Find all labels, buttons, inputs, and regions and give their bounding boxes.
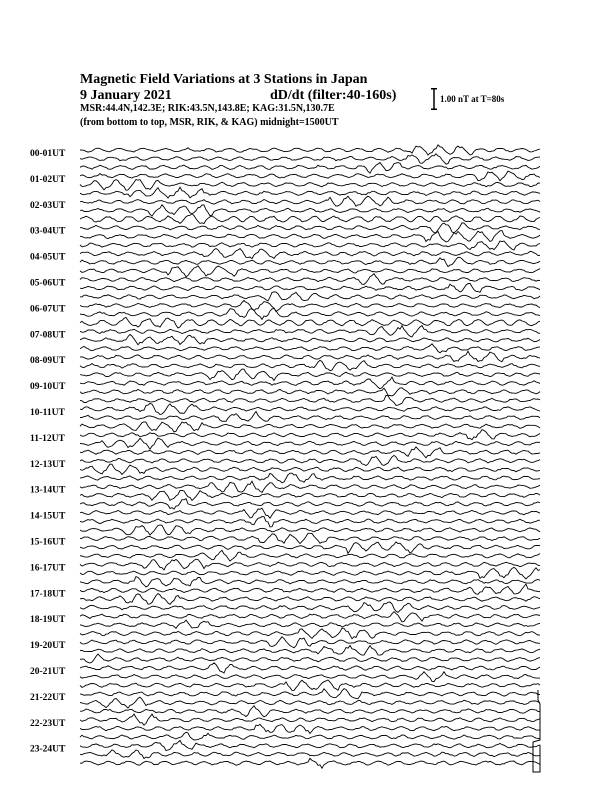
row-label: 13-14UT (30, 485, 66, 496)
station-trace (80, 724, 540, 733)
station-trace (80, 577, 540, 587)
station-trace (80, 412, 540, 422)
station-trace (80, 646, 540, 656)
row-label: 02-03UT (30, 200, 66, 211)
station-trace (80, 740, 540, 750)
station-trace (80, 223, 540, 233)
row-label: 22-23UT (30, 718, 66, 729)
station-trace (80, 517, 540, 527)
end-excursion-trace (533, 690, 540, 772)
station-trace (80, 317, 540, 328)
station-trace (80, 628, 540, 639)
row-label: 06-07UT (30, 304, 66, 315)
row-label: 00-01UT (30, 149, 66, 159)
station-trace (80, 637, 540, 648)
row-label: 19-20UT (30, 641, 66, 652)
station-trace (80, 369, 540, 380)
row-label: 21-22UT (30, 692, 66, 703)
station-trace (80, 706, 540, 717)
station-trace (80, 326, 540, 338)
station-trace (80, 171, 540, 181)
station-trace (80, 388, 540, 396)
station-trace (80, 550, 540, 561)
row-label: 03-04UT (30, 226, 66, 237)
station-trace (80, 481, 540, 492)
station-trace (80, 620, 540, 628)
station-trace (80, 274, 540, 285)
chart-date: 9 January 2021 (80, 88, 172, 103)
station-trace (80, 758, 540, 768)
station-trace (80, 654, 540, 663)
row-label: 17-18UT (30, 589, 66, 600)
station-trace (80, 672, 540, 682)
station-trace (80, 584, 540, 594)
station-trace (80, 360, 540, 370)
station-trace (80, 567, 540, 579)
station-coordinates: MSR:44.4N,142.3E; RIK:43.5N,143.8E; KAG:31.5N,130.7E (80, 103, 335, 114)
station-trace (80, 750, 540, 759)
station-order-note: (from bottom to top, MSR, RIK, & KAG) midnight=1500UT (80, 117, 339, 128)
station-trace (80, 680, 540, 690)
station-trace (80, 612, 540, 622)
scale-label: 1.00 nT at T=80s (440, 94, 505, 104)
station-trace (80, 334, 540, 344)
chart-filter: dD/dt (filter:40-160s) (270, 88, 397, 103)
station-trace (80, 241, 540, 250)
row-label: 14-15UT (30, 511, 66, 522)
row-label: 08-09UT (30, 356, 66, 367)
station-trace (80, 689, 540, 699)
station-trace (80, 490, 540, 500)
station-trace (80, 508, 540, 518)
station-trace (80, 377, 540, 389)
station-trace (80, 464, 540, 474)
station-trace (80, 309, 540, 320)
row-label: 09-10UT (30, 382, 66, 393)
station-trace (80, 231, 540, 242)
station-trace (80, 266, 540, 277)
row-label: 07-08UT (30, 330, 66, 341)
station-trace (80, 499, 540, 509)
station-trace (80, 403, 540, 414)
station-trace (80, 351, 540, 362)
station-trace (80, 663, 540, 673)
station-trace (80, 602, 540, 612)
row-label: 12-13UT (30, 459, 66, 470)
station-trace (80, 154, 540, 164)
row-label: 05-06UT (30, 278, 66, 289)
row-label: 11-12UT (30, 433, 65, 444)
station-trace (80, 196, 540, 206)
station-trace (80, 205, 540, 216)
station-trace (80, 714, 540, 725)
station-trace (80, 163, 540, 174)
row-label: 16-17UT (30, 563, 66, 574)
station-trace (80, 697, 540, 708)
station-trace (80, 257, 540, 266)
station-trace (80, 559, 540, 570)
station-trace (80, 430, 540, 440)
row-label: 01-02UT (30, 174, 66, 185)
station-trace (80, 214, 540, 224)
station-trace (80, 594, 540, 605)
station-trace (80, 283, 540, 292)
station-trace (80, 542, 540, 554)
station-trace (80, 300, 540, 311)
row-label: 23-24UT (30, 744, 66, 755)
station-trace (80, 422, 540, 432)
row-label: 10-11UT (30, 408, 65, 418)
chart-title: Magnetic Field Variations at 3 Stations in Japan (80, 72, 368, 87)
station-trace (80, 180, 540, 191)
station-trace (80, 455, 540, 465)
station-trace (80, 533, 540, 543)
row-label: 20-21UT (30, 667, 66, 677)
station-trace (80, 344, 540, 353)
station-trace (80, 145, 540, 155)
row-label: 15-16UT (30, 537, 66, 548)
station-trace (80, 473, 540, 483)
station-trace (80, 292, 540, 301)
station-trace (80, 438, 540, 449)
station-trace (80, 249, 540, 259)
row-label: 18-19UT (30, 615, 66, 626)
row-label: 04-05UT (30, 252, 66, 263)
